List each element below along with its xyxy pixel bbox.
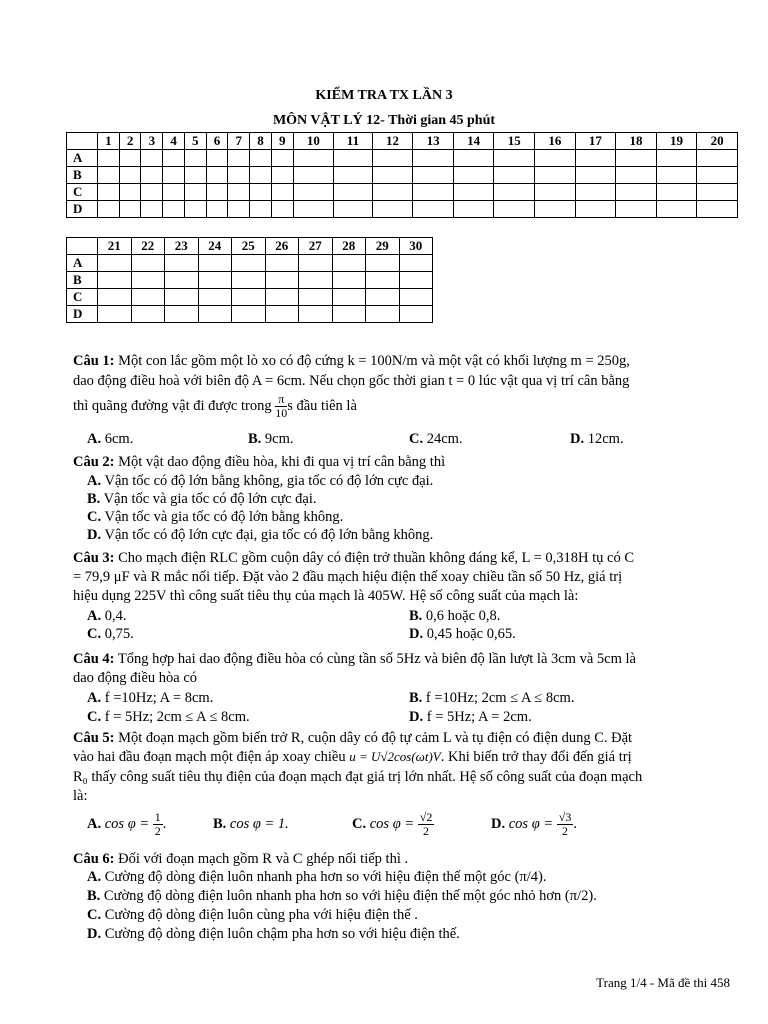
q6-option-c: C. Cường độ dòng điện luôn cùng pha với hiệu điện thế .: [87, 907, 418, 923]
answer-cell[interactable]: [366, 306, 400, 323]
q5-d-fraction: $\frac{√3}{2}$: [558, 810, 572, 839]
answer-cell[interactable]: [575, 184, 616, 201]
answer-cell[interactable]: [372, 184, 413, 201]
answer-cell[interactable]: [163, 150, 185, 167]
grid-row-label: A: [67, 255, 98, 272]
q3-option-c: C. 0,75.: [87, 626, 134, 642]
answer-cell[interactable]: [535, 184, 576, 201]
grid-column-header: 3: [141, 133, 163, 150]
answer-cell[interactable]: [494, 201, 535, 218]
q1-option-b: B. 9cm.: [248, 431, 294, 447]
grid-column-header: 13: [413, 133, 454, 150]
q1-option-a: A. 6cm.: [87, 431, 134, 447]
answer-cell[interactable]: [413, 167, 454, 184]
answer-cell[interactable]: [494, 184, 535, 201]
answer-cell[interactable]: [494, 150, 535, 167]
answer-cell[interactable]: [453, 150, 494, 167]
grid-column-header: 7: [228, 133, 250, 150]
grid-column-header: 4: [163, 133, 185, 150]
q3-line-3: hiệu dụng 225V thì công suất tiêu thụ của mạch là 405W. Hệ số công suất của mạch là:: [73, 588, 579, 604]
answer-cell[interactable]: [334, 167, 373, 184]
grid-column-header: 29: [366, 238, 400, 255]
answer-cell[interactable]: [228, 167, 250, 184]
grid-header-row: [67, 238, 433, 255]
answer-cell[interactable]: [575, 150, 616, 167]
answer-cell[interactable]: [332, 272, 366, 289]
answer-cell[interactable]: [98, 184, 120, 201]
answer-cell[interactable]: [697, 184, 738, 201]
grid-row: [67, 167, 738, 184]
answer-cell[interactable]: [535, 167, 576, 184]
answer-cell[interactable]: [656, 150, 697, 167]
grid-column-header: 22: [131, 238, 165, 255]
answer-cell[interactable]: [165, 289, 199, 306]
answer-cell[interactable]: [697, 150, 738, 167]
answer-cell[interactable]: [141, 184, 163, 201]
answer-cell[interactable]: [616, 167, 657, 184]
answer-cell[interactable]: [131, 272, 165, 289]
grid-row-label: A: [67, 150, 98, 167]
grid-column-header: 10: [293, 133, 334, 150]
answer-cell[interactable]: [198, 255, 232, 272]
q4-line-1: Câu 4: Tổng hợp hai dao động điều hòa có cùng tần số 5Hz và biên độ lần lượt là 3cm và 5cm là: [73, 651, 636, 667]
q6-option-b: B. Cường độ dòng điện luôn nhanh pha hơn so với hiệu điện thế một góc nhỏ hơn (π/2).: [87, 888, 597, 904]
answer-cell[interactable]: [334, 184, 373, 201]
answer-cell[interactable]: [575, 201, 616, 218]
answer-cell[interactable]: [165, 272, 199, 289]
exam-title: KIỂM TRA TX LẦN 3: [315, 88, 453, 103]
q1-line-2: dao động điều hoà với biên độ A = 6cm. Nếu chọn gốc thời gian t = 0 lúc vật qua vị trí cân bằng: [73, 373, 630, 389]
answer-cell[interactable]: [334, 201, 373, 218]
answer-cell[interactable]: [299, 306, 333, 323]
answer-cell[interactable]: [413, 201, 454, 218]
answer-cell[interactable]: [98, 167, 120, 184]
q1-fraction: $\frac{\pi}{10}$: [275, 392, 288, 421]
grid-column-header: 12: [372, 133, 413, 150]
grid-corner-cell: [67, 133, 98, 150]
answer-cell[interactable]: [232, 255, 266, 272]
page-footer: Trang 1/4 - Mã đề thi 458: [596, 975, 730, 990]
answer-cell[interactable]: [366, 255, 400, 272]
answer-cell[interactable]: [265, 255, 299, 272]
q2-option-a: A. Vận tốc có độ lớn bằng không, gia tốc có độ lớn cực đại.: [87, 473, 434, 489]
answer-cell[interactable]: [293, 201, 334, 218]
answer-cell[interactable]: [228, 150, 250, 167]
q5-option-a: A. cos φ = $\frac{1}{2}$ .: [87, 810, 167, 839]
q4-option-d: D. f = 5Hz; A = 2cm.: [409, 709, 532, 725]
grid-column-header: 15: [494, 133, 535, 150]
answer-cell[interactable]: [616, 150, 657, 167]
grid-column-header: 21: [98, 238, 132, 255]
grid-row-label: B: [67, 167, 98, 184]
grid-column-header: 17: [575, 133, 616, 150]
answer-cell[interactable]: [250, 167, 272, 184]
exam-subtitle: MÔN VẬT LÝ 12- Thời gian 45 phút: [272, 113, 496, 128]
q4-option-a: A. f =10Hz; A = 8cm.: [87, 690, 214, 706]
grid-column-header: 16: [535, 133, 576, 150]
answer-cell[interactable]: [206, 150, 228, 167]
q6-option-a: A. Cường độ dòng điện luôn nhanh pha hơn so với hiệu điện thế một góc (π/4).: [87, 869, 547, 885]
answer-cell[interactable]: [271, 167, 293, 184]
q1-option-d: D. 12cm.: [570, 431, 624, 447]
answer-cell[interactable]: [198, 289, 232, 306]
answer-cell[interactable]: [656, 184, 697, 201]
answer-cell[interactable]: [372, 150, 413, 167]
q6-option-d: D. Cường độ dòng điện luôn chậm pha hơn so với hiệu điện thế.: [87, 926, 460, 942]
answer-cell[interactable]: [265, 306, 299, 323]
grid-row: [67, 306, 433, 323]
q2-option-d: D. Vận tốc có độ lớn cực đại, gia tốc có độ lớn bằng không.: [87, 527, 434, 543]
q4-line-2: dao động điều hòa có: [73, 670, 198, 686]
grid-column-header: 25: [232, 238, 266, 255]
grid-column-header: 18: [616, 133, 657, 150]
q5-option-c: C. cos φ = $\frac{√2}{2}$: [352, 810, 433, 839]
grid-column-header: 5: [184, 133, 206, 150]
answer-cell[interactable]: [366, 272, 400, 289]
q5-a-fraction: $\frac{1}{2}$: [154, 810, 161, 839]
answer-cell[interactable]: [413, 150, 454, 167]
answer-cell[interactable]: [656, 201, 697, 218]
grid-column-header: 27: [299, 238, 333, 255]
q3-line-2: = 79,9 μF và R mắc nối tiếp. Đặt vào 2 đầu mạch hiệu điện thế xoay chiều tần số 50 Hz, giá trị: [73, 569, 623, 585]
answer-grid-1: [66, 132, 738, 218]
answer-cell[interactable]: [98, 306, 132, 323]
answer-cell[interactable]: [165, 255, 199, 272]
answer-cell[interactable]: [119, 167, 141, 184]
q2-option-b: B. Vận tốc và gia tốc có độ lớn cực đại.: [87, 491, 317, 507]
grid-column-header: 6: [206, 133, 228, 150]
answer-cell[interactable]: [265, 289, 299, 306]
answer-cell[interactable]: [494, 167, 535, 184]
answer-cell[interactable]: [293, 184, 334, 201]
answer-cell[interactable]: [206, 201, 228, 218]
answer-cell[interactable]: [98, 289, 132, 306]
answer-cell[interactable]: [98, 201, 120, 218]
answer-cell[interactable]: [141, 201, 163, 218]
grid-row: [67, 272, 433, 289]
grid-column-header: 23: [165, 238, 199, 255]
answer-cell[interactable]: [119, 150, 141, 167]
grid-column-header: 24: [198, 238, 232, 255]
grid-header-row: [67, 133, 738, 150]
answer-cell[interactable]: [453, 167, 494, 184]
grid-column-header: 26: [265, 238, 299, 255]
answer-cell[interactable]: [184, 184, 206, 201]
answer-cell[interactable]: [250, 184, 272, 201]
q2-option-c: C. Vận tốc và gia tốc có độ lớn bằng không.: [87, 509, 344, 525]
answer-cell[interactable]: [332, 306, 366, 323]
grid-row: [67, 184, 738, 201]
answer-cell[interactable]: [232, 306, 266, 323]
q2-stem: Câu 2: Một vật dao động điều hòa, khi đi qua vị trí cân bằng thì: [73, 454, 446, 470]
answer-cell[interactable]: [299, 272, 333, 289]
q5-line-4: là:: [73, 788, 88, 804]
grid-row-label: B: [67, 272, 98, 289]
answer-cell[interactable]: [293, 167, 334, 184]
answer-cell[interactable]: [206, 184, 228, 201]
answer-cell[interactable]: [184, 150, 206, 167]
answer-cell[interactable]: [413, 184, 454, 201]
answer-cell[interactable]: [271, 201, 293, 218]
answer-cell[interactable]: [163, 201, 185, 218]
q1-option-c: C. 24cm.: [409, 431, 463, 447]
grid-column-header: 30: [399, 238, 433, 255]
answer-cell[interactable]: [165, 306, 199, 323]
answer-cell[interactable]: [232, 289, 266, 306]
answer-cell[interactable]: [535, 201, 576, 218]
answer-cell[interactable]: [299, 289, 333, 306]
q5-line-2: vào hai đầu đoạn mạch một điện áp xoay chiều u = U√2cos(ωt)V. Khi biến trở thay đổi đến giá trị: [73, 749, 632, 765]
answer-cell[interactable]: [399, 272, 433, 289]
answer-cell[interactable]: [334, 150, 373, 167]
grid-row-label: C: [67, 289, 98, 306]
grid-column-header: 19: [656, 133, 697, 150]
q3-line-1: Câu 3: Cho mạch điện RLC gồm cuộn dây có điện trở thuần không đáng kể, L = 0,318H tụ có C: [73, 550, 635, 566]
answer-cell[interactable]: [228, 201, 250, 218]
grid-row-label: D: [67, 201, 98, 218]
answer-cell[interactable]: [299, 255, 333, 272]
grid-column-header: 1: [98, 133, 120, 150]
q5-line-1: Câu 5: Một đoạn mạch gồm biến trở R, cuộn dây có độ tự cảm L và tụ điện có điện dung C. Đặt: [73, 730, 633, 746]
answer-cell[interactable]: [399, 289, 433, 306]
grid-row: [67, 201, 738, 218]
answer-cell[interactable]: [228, 184, 250, 201]
q3-option-a: A. 0,4.: [87, 608, 127, 624]
grid-column-header: 11: [334, 133, 373, 150]
grid-row: [67, 150, 738, 167]
answer-cell[interactable]: [184, 201, 206, 218]
grid-row-label: C: [67, 184, 98, 201]
answer-cell[interactable]: [616, 184, 657, 201]
grid-row: [67, 255, 433, 272]
answer-cell[interactable]: [366, 289, 400, 306]
answer-cell[interactable]: [332, 289, 366, 306]
grid-column-header: 28: [332, 238, 366, 255]
answer-cell[interactable]: [98, 272, 132, 289]
answer-cell[interactable]: [198, 306, 232, 323]
answer-cell[interactable]: [453, 184, 494, 201]
q5-line-3: R₀ thấy công suất tiêu thụ điện của đoạn mạch đạt giá trị lớn nhất. Hệ số công suất của đoạn mạch: [73, 769, 643, 785]
q1-line-1: Câu 1: Một con lắc gồm một lò xo có độ cứng k = 100N/m và một vật có khối lượng m = 250g,: [73, 353, 630, 369]
answer-cell[interactable]: [119, 201, 141, 218]
grid-row-label: D: [67, 306, 98, 323]
grid-column-header: 9: [271, 133, 293, 150]
answer-cell[interactable]: [163, 167, 185, 184]
answer-cell[interactable]: [119, 184, 141, 201]
q4-option-b: B. f =10Hz; 2cm ≤ A ≤ 8cm.: [409, 690, 575, 706]
answer-cell[interactable]: [616, 201, 657, 218]
q4-option-c: C. f = 5Hz; 2cm ≤ A ≤ 8cm.: [87, 709, 250, 725]
answer-cell[interactable]: [265, 272, 299, 289]
answer-cell[interactable]: [131, 255, 165, 272]
answer-grid-2: [66, 237, 433, 323]
answer-cell[interactable]: [332, 255, 366, 272]
answer-cell[interactable]: [453, 201, 494, 218]
answer-cell[interactable]: [697, 167, 738, 184]
q1-line-3: thì quãng đường vật đi được trong $\frac{\pi}{10}$ s đầu tiên là: [73, 392, 357, 421]
answer-cell[interactable]: [535, 150, 576, 167]
answer-cell[interactable]: [575, 167, 616, 184]
q5-option-d: D. cos φ = $\frac{√3}{2}$ .: [491, 810, 577, 839]
answer-cell[interactable]: [98, 150, 120, 167]
answer-cell[interactable]: [131, 289, 165, 306]
grid-row: [67, 289, 433, 306]
answer-cell[interactable]: [293, 150, 334, 167]
answer-cell[interactable]: [141, 150, 163, 167]
q3-option-d: D. 0,45 hoặc 0,65.: [409, 626, 516, 642]
answer-cell[interactable]: [131, 306, 165, 323]
answer-cell[interactable]: [98, 255, 132, 272]
q3-option-b: B. 0,6 hoặc 0,8.: [409, 608, 501, 624]
grid-column-header: 8: [250, 133, 272, 150]
answer-cell[interactable]: [399, 306, 433, 323]
answer-cell[interactable]: [141, 167, 163, 184]
q5-option-b: B. cos φ = 1.: [213, 816, 289, 832]
grid-column-header: 2: [119, 133, 141, 150]
answer-cell[interactable]: [206, 167, 228, 184]
answer-cell[interactable]: [250, 150, 272, 167]
grid-column-header: 14: [453, 133, 494, 150]
answer-cell[interactable]: [250, 201, 272, 218]
answer-cell[interactable]: [271, 184, 293, 201]
answer-cell[interactable]: [372, 201, 413, 218]
answer-cell[interactable]: [184, 167, 206, 184]
q5-c-fraction: $\frac{√2}{2}$: [419, 810, 433, 839]
q5-voltage-formula: u = U√2cos(ωt)V: [349, 749, 441, 764]
answer-cell[interactable]: [232, 272, 266, 289]
grid-column-header: 20: [697, 133, 738, 150]
answer-cell[interactable]: [198, 272, 232, 289]
q6-stem: Câu 6: Đối với đoạn mạch gồm R và C ghép nối tiếp thì .: [73, 851, 409, 867]
answer-cell[interactable]: [271, 150, 293, 167]
answer-cell[interactable]: [399, 255, 433, 272]
grid-corner-cell: [67, 238, 98, 255]
answer-cell[interactable]: [372, 167, 413, 184]
answer-cell[interactable]: [656, 167, 697, 184]
answer-cell[interactable]: [163, 184, 185, 201]
answer-cell[interactable]: [697, 201, 738, 218]
